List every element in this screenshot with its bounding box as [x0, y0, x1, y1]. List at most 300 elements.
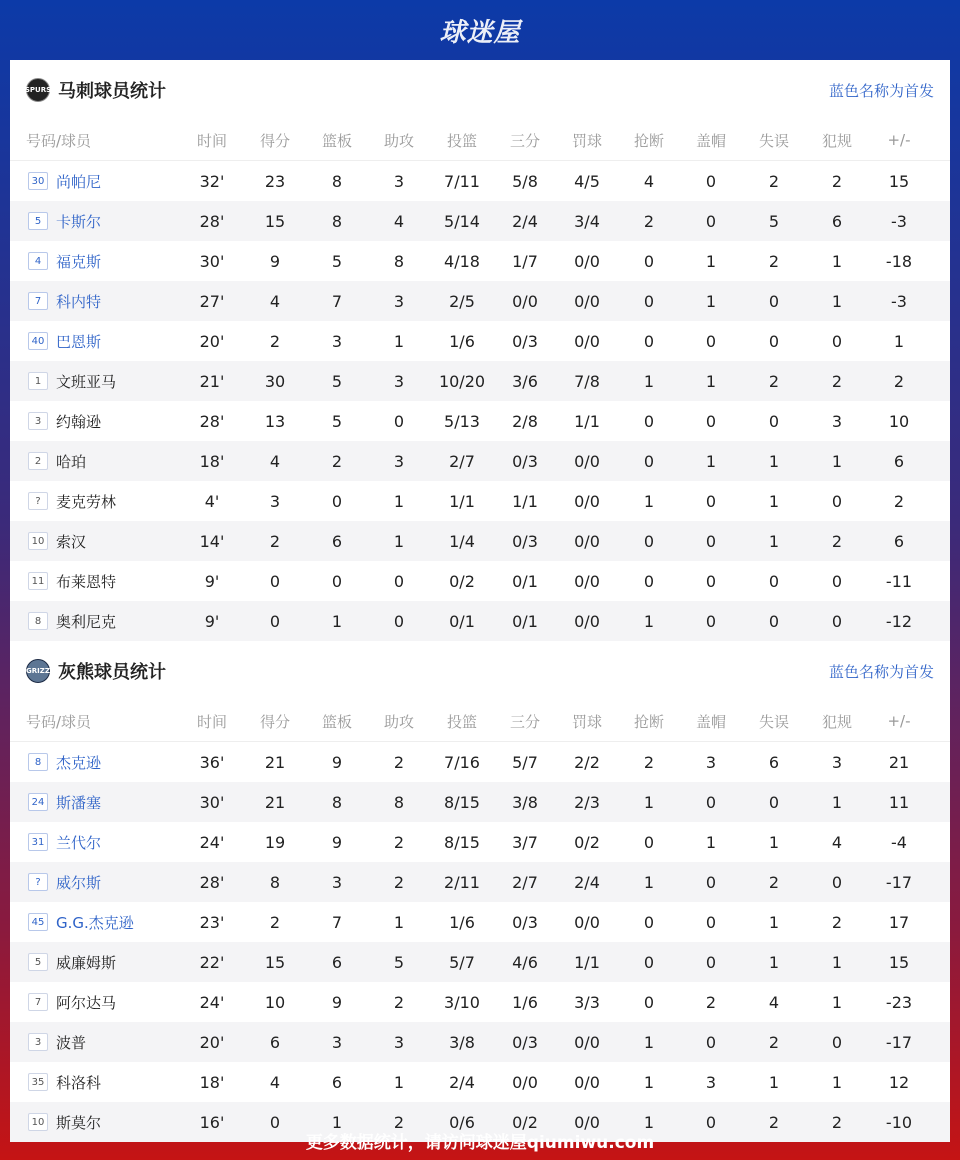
player-name: 科洛科	[56, 1073, 102, 1092]
player-row[interactable]	[10, 441, 950, 481]
footer-banner: 更多数据统计，请访问球迷屋qiumiwu.com	[305, 1132, 655, 1153]
stat-cell: 1	[393, 531, 405, 551]
stat-cell: 1	[643, 611, 655, 631]
jersey-number-badge: 3	[28, 1033, 48, 1051]
stat-cell: 5	[768, 211, 780, 231]
stat-cell: 2	[831, 171, 843, 191]
player-cell	[10, 211, 180, 232]
stat-cell: 2/7	[512, 872, 538, 892]
stat-cell: 0/6	[449, 1112, 475, 1132]
stat-cell: 3	[831, 752, 843, 772]
stat-cell: 0	[331, 491, 343, 511]
stat-cell: 1	[831, 952, 843, 972]
stat-cell: 2	[269, 912, 281, 932]
stat-cell: 0/2	[512, 1112, 538, 1132]
stat-cell: 0/0	[574, 1032, 600, 1052]
stat-cell: -17	[885, 1032, 913, 1052]
stat-cell: 24'	[199, 832, 225, 852]
jersey-number-badge: 10	[28, 532, 48, 550]
jersey-number-badge: 40	[28, 332, 48, 350]
stat-cell: 0	[768, 291, 780, 311]
stat-cell: 2/7	[449, 451, 475, 471]
stat-cell: 0	[269, 611, 281, 631]
stat-cell: 2	[768, 872, 780, 892]
stat-cell: 2	[831, 912, 843, 932]
stat-cell: 2	[893, 371, 905, 391]
stat-cell: 8	[331, 792, 343, 812]
stat-cell: 0/0	[574, 251, 600, 271]
stat-cell: 0	[269, 571, 281, 591]
stat-cell: 2/4	[449, 1072, 475, 1092]
player-cell	[10, 371, 180, 392]
stat-cell: 3	[705, 1072, 717, 1092]
stat-cell: 0	[705, 611, 717, 631]
stat-cell: 12	[888, 1072, 910, 1092]
stat-cell: 19	[264, 832, 286, 852]
stat-cell: 1	[331, 1112, 343, 1132]
stat-cell: 10	[264, 992, 286, 1012]
stat-cell: 1	[768, 952, 780, 972]
section-header	[10, 641, 950, 701]
player-cell	[10, 331, 180, 352]
player-cell	[10, 291, 180, 312]
stat-cell: 0	[705, 491, 717, 511]
stat-cell: 1	[643, 491, 655, 511]
stat-cell: 0	[393, 571, 405, 591]
stat-cell: 2	[831, 531, 843, 551]
player-row[interactable]	[10, 822, 950, 862]
stat-cell: 0	[643, 251, 655, 271]
player-row[interactable]	[10, 281, 950, 321]
player-row[interactable]	[10, 601, 950, 641]
player-name[interactable]: 威尔斯	[56, 873, 102, 892]
stat-cell: 1	[643, 1112, 655, 1132]
stat-cell: 8/15	[444, 792, 480, 812]
stat-cell: 5/7	[449, 952, 475, 972]
stat-cell: 2	[643, 752, 655, 772]
stat-cell: 10/20	[438, 371, 486, 391]
player-row[interactable]	[10, 241, 950, 281]
stat-cell: 8/15	[444, 832, 480, 852]
jersey-number-badge: ?	[28, 873, 48, 891]
stat-cell: 7/8	[574, 371, 600, 391]
stat-cell: 2/5	[449, 291, 475, 311]
stat-cell: 5	[331, 251, 343, 271]
player-cell	[10, 451, 180, 472]
stat-cell: 3	[393, 451, 405, 471]
stat-cell: 0/1	[449, 611, 475, 631]
jersey-number-badge: 31	[28, 833, 48, 851]
stat-cell: 2	[393, 832, 405, 852]
stat-cell: 0	[705, 531, 717, 551]
player-row[interactable]	[10, 1062, 950, 1102]
stat-cell: 21'	[199, 371, 225, 391]
stat-cell: 22'	[199, 952, 225, 972]
team-section	[10, 641, 950, 1142]
player-row[interactable]	[10, 201, 950, 241]
team-title-text: 灰熊球员统计	[58, 662, 166, 683]
stat-cell: 1	[831, 451, 843, 471]
player-row[interactable]	[10, 1022, 950, 1062]
stat-cell: 7	[331, 912, 343, 932]
player-cell	[10, 952, 180, 973]
jersey-number-badge: 30	[28, 172, 48, 190]
stat-cell: 0	[705, 792, 717, 812]
stat-cell: 5	[331, 371, 343, 391]
stat-cell: 1	[643, 1072, 655, 1092]
stat-cell: 6	[269, 1032, 281, 1052]
stat-cell: 3/3	[574, 992, 600, 1012]
stat-cell: 15	[888, 171, 910, 191]
stat-cell: 4'	[204, 491, 220, 511]
player-name[interactable]: 兰代尔	[56, 833, 102, 852]
stat-cell: 1/1	[512, 491, 538, 511]
stat-cell: -12	[885, 611, 913, 631]
stat-cell: 0	[269, 1112, 281, 1132]
starter-legend-note: 蓝色名称为首发	[828, 662, 934, 681]
stat-cell: 11	[888, 792, 910, 812]
stat-cell: -17	[885, 872, 913, 892]
stat-cell: 0	[768, 611, 780, 631]
stat-cell: 1	[393, 912, 405, 932]
stat-cell: 2/8	[512, 411, 538, 431]
stat-cell: 0	[705, 411, 717, 431]
stat-cell: -11	[885, 571, 913, 591]
column-header: 失误	[758, 712, 789, 731]
jersey-number-badge: 35	[28, 1073, 48, 1091]
stat-cell: 3/10	[444, 992, 480, 1012]
column-header: 盖帽	[695, 712, 726, 731]
stat-cell: 0	[768, 792, 780, 812]
stat-cell: 3	[269, 491, 281, 511]
stat-cell: 3	[393, 371, 405, 391]
player-cell	[10, 171, 180, 192]
stat-cell: 2	[831, 1112, 843, 1132]
stat-cell: 24'	[199, 992, 225, 1012]
column-header: 号码/球员	[26, 712, 92, 731]
stat-cell: 5	[331, 411, 343, 431]
stat-cell: 15	[264, 211, 286, 231]
stat-cell: 1/4	[449, 531, 475, 551]
table-header	[10, 120, 950, 161]
column-header: 抢断	[633, 131, 664, 150]
grizzlies-logo-icon: GRIZZ	[26, 659, 50, 683]
player-name: 威廉姆斯	[56, 953, 117, 972]
stat-cell: 0/1	[512, 571, 538, 591]
table-header	[10, 701, 950, 742]
stat-cell: 0/0	[574, 912, 600, 932]
player-row[interactable]	[10, 902, 950, 942]
player-cell	[10, 872, 180, 893]
player-row[interactable]	[10, 561, 950, 601]
stat-cell: 1	[331, 611, 343, 631]
stat-cell: 1/1	[574, 952, 600, 972]
stat-cell: 13	[264, 411, 286, 431]
stat-cell: 8	[269, 872, 281, 892]
jersey-number-badge: 7	[28, 993, 48, 1011]
stat-cell: 0	[643, 912, 655, 932]
stat-cell: 0	[643, 331, 655, 351]
stat-cell: 1	[768, 832, 780, 852]
stat-cell: 2/4	[512, 211, 538, 231]
stat-cell: 3	[331, 1032, 343, 1052]
site-logo: 球迷屋	[439, 17, 521, 48]
stat-cell: 0/0	[574, 491, 600, 511]
player-row[interactable]	[10, 521, 950, 561]
stat-cell: 5/13	[444, 411, 480, 431]
stat-cell: 0	[831, 1032, 843, 1052]
player-cell	[10, 411, 180, 432]
stat-cell: 0	[705, 1032, 717, 1052]
team-section	[10, 60, 950, 641]
player-name: 斯莫尔	[56, 1113, 102, 1132]
player-name[interactable]: 杰克逊	[56, 753, 102, 772]
stat-cell: 0/3	[512, 531, 538, 551]
stat-cell: 1/7	[512, 251, 538, 271]
stat-cell: 0	[831, 491, 843, 511]
stat-cell: 0	[705, 912, 717, 932]
stat-cell: 4/6	[512, 952, 538, 972]
stat-cell: 4/5	[574, 171, 600, 191]
column-header: 三分	[509, 131, 540, 150]
player-name: 奥利尼克	[56, 612, 117, 631]
stat-cell: 20'	[199, 1032, 225, 1052]
stat-cell: 16'	[199, 1112, 225, 1132]
player-cell	[10, 832, 180, 853]
stat-cell: 3	[393, 171, 405, 191]
stat-cell: 0	[831, 331, 843, 351]
stat-cell: 15	[264, 952, 286, 972]
stat-cell: 0	[831, 571, 843, 591]
player-row[interactable]	[10, 782, 950, 822]
column-header: +/-	[887, 131, 911, 149]
stat-cell: 1	[831, 1072, 843, 1092]
player-cell	[10, 571, 180, 592]
stat-cell: 1	[768, 491, 780, 511]
stat-cell: 1	[643, 792, 655, 812]
player-row[interactable]	[10, 161, 950, 201]
stat-cell: 1/6	[512, 992, 538, 1012]
stat-cell: 5/8	[512, 171, 538, 191]
stat-cell: 1	[643, 872, 655, 892]
stat-cell: 6	[331, 952, 343, 972]
stat-cell: 23'	[199, 912, 225, 932]
stat-cell: 3/7	[512, 832, 538, 852]
stat-cell: 6	[893, 451, 905, 471]
stat-cell: 8	[393, 792, 405, 812]
player-name[interactable]: 巴恩斯	[56, 332, 102, 351]
column-header: 投篮	[446, 712, 477, 731]
column-header: 罚球	[571, 131, 602, 150]
player-row[interactable]	[10, 862, 950, 902]
player-name: 约翰逊	[56, 412, 102, 431]
jersey-number-badge: 5	[28, 212, 48, 230]
stat-cell: 0	[643, 411, 655, 431]
stat-cell: 2	[768, 1112, 780, 1132]
stat-cell: 1	[393, 1072, 405, 1092]
column-header: 犯规	[821, 131, 852, 150]
stat-cell: 0	[393, 611, 405, 631]
stat-cell: 18'	[199, 451, 225, 471]
stat-cell: 1	[705, 832, 717, 852]
stat-cell: 4	[269, 291, 281, 311]
stat-cell: 10	[888, 411, 910, 431]
stat-cell: 0	[768, 411, 780, 431]
stat-cell: 5/7	[512, 752, 538, 772]
stat-cell: 3	[331, 331, 343, 351]
stat-cell: 1	[831, 251, 843, 271]
stat-cell: 2	[269, 531, 281, 551]
stat-cell: 9	[331, 832, 343, 852]
stat-cell: 2	[269, 331, 281, 351]
column-header: 号码/球员	[26, 131, 92, 150]
stat-cell: 30	[264, 371, 286, 391]
spurs-logo-icon: SPURS	[26, 78, 50, 102]
stat-cell: 0	[643, 952, 655, 972]
player-name[interactable]: 卡斯尔	[56, 212, 102, 231]
stat-cell: 2	[768, 1032, 780, 1052]
jersey-number-badge: 10	[28, 1113, 48, 1131]
stat-cell: 4	[643, 171, 655, 191]
player-cell	[10, 792, 180, 813]
column-header: 助攻	[383, 712, 414, 731]
stat-cell: 0	[705, 331, 717, 351]
stat-cell: 8	[331, 211, 343, 231]
stat-cell: 15	[888, 952, 910, 972]
stat-cell: 1	[768, 531, 780, 551]
jersey-number-badge: 8	[28, 612, 48, 630]
player-cell	[10, 752, 180, 773]
stat-cell: 1	[831, 792, 843, 812]
player-name[interactable]: 科内特	[56, 292, 102, 311]
stat-cell: 0/1	[512, 611, 538, 631]
player-name[interactable]: 福克斯	[56, 252, 102, 271]
stat-cell: 0/0	[574, 1112, 600, 1132]
stat-cell: 1	[831, 291, 843, 311]
stat-cell: 2	[393, 1112, 405, 1132]
stats-card	[10, 60, 950, 1132]
player-row[interactable]	[10, 321, 950, 361]
stat-cell: 1/1	[574, 411, 600, 431]
player-name: 索汉	[56, 532, 87, 551]
stat-cell: 4	[393, 211, 405, 231]
player-name[interactable]: G.G.杰克逊	[56, 913, 134, 932]
player-cell	[10, 611, 180, 632]
stat-cell: 9'	[204, 611, 220, 631]
stat-cell: 30'	[199, 792, 225, 812]
stat-cell: 1	[705, 251, 717, 271]
stat-cell: 0/3	[512, 451, 538, 471]
player-name: 阿尔达马	[56, 993, 117, 1012]
player-row[interactable]	[10, 401, 950, 441]
stat-cell: 4	[768, 992, 780, 1012]
jersey-number-badge: 5	[28, 953, 48, 971]
player-cell	[10, 912, 180, 933]
stat-cell: 20'	[199, 331, 225, 351]
stat-cell: 21	[264, 792, 286, 812]
stat-cell: 3/6	[512, 371, 538, 391]
stat-cell: -3	[891, 211, 907, 231]
stat-cell: 0/0	[574, 1072, 600, 1092]
column-header: 篮板	[321, 131, 352, 150]
column-header: 三分	[509, 712, 540, 731]
player-row[interactable]	[10, 361, 950, 401]
stat-cell: 1	[393, 491, 405, 511]
stat-cell: 6	[331, 531, 343, 551]
stat-cell: 0/0	[574, 291, 600, 311]
stat-cell: 0	[705, 571, 717, 591]
jersey-number-badge: 2	[28, 452, 48, 470]
column-header: 时间	[196, 712, 227, 731]
stat-cell: 28'	[199, 872, 225, 892]
player-row[interactable]	[10, 481, 950, 521]
stat-cell: 6	[831, 211, 843, 231]
player-row[interactable]	[10, 742, 950, 782]
player-cell	[10, 531, 180, 552]
jersey-number-badge: 4	[28, 252, 48, 270]
column-header: 得分	[259, 712, 290, 731]
stat-cell: 1	[768, 451, 780, 471]
stat-cell: 3	[705, 752, 717, 772]
stat-cell: 0/0	[574, 451, 600, 471]
stat-cell: 3/8	[512, 792, 538, 812]
stat-cell: 7/16	[444, 752, 480, 772]
stat-cell: 0/0	[574, 331, 600, 351]
jersey-number-badge: 24	[28, 793, 48, 811]
stat-cell: 0	[705, 211, 717, 231]
player-name[interactable]: 斯潘塞	[56, 793, 102, 812]
stat-cell: 0	[831, 611, 843, 631]
column-header: +/-	[887, 712, 911, 730]
stat-cell: 8	[331, 171, 343, 191]
stat-cell: 0	[331, 571, 343, 591]
stat-cell: 1	[893, 331, 905, 351]
stat-cell: 1/6	[449, 912, 475, 932]
stat-cell: 2/2	[574, 752, 600, 772]
stat-cell: -23	[885, 992, 913, 1012]
stat-cell: 7	[331, 291, 343, 311]
section-title	[26, 658, 166, 684]
jersey-number-badge: 3	[28, 412, 48, 430]
stat-cell: -10	[885, 1112, 913, 1132]
player-cell	[10, 251, 180, 272]
player-row[interactable]	[10, 982, 950, 1022]
stat-cell: 30'	[199, 251, 225, 271]
stat-cell: 9	[331, 752, 343, 772]
stat-cell: 5	[393, 952, 405, 972]
stat-cell: -18	[885, 251, 913, 271]
stat-cell: 18'	[199, 1072, 225, 1092]
player-row[interactable]	[10, 942, 950, 982]
stat-cell: 2/3	[574, 792, 600, 812]
stat-cell: 36'	[199, 752, 225, 772]
player-cell	[10, 1072, 180, 1093]
stat-cell: 0/3	[512, 912, 538, 932]
stat-cell: 4/18	[444, 251, 480, 271]
stat-cell: 9'	[204, 571, 220, 591]
stat-cell: 28'	[199, 211, 225, 231]
player-cell	[10, 491, 180, 512]
stat-cell: 1	[643, 1032, 655, 1052]
stat-cell: 9	[269, 251, 281, 271]
stat-cell: 28'	[199, 411, 225, 431]
stat-cell: 1/1	[449, 491, 475, 511]
player-name: 麦克劳林	[56, 492, 117, 511]
section-title	[26, 77, 166, 103]
player-name[interactable]: 尚帕尼	[56, 172, 102, 191]
stat-cell: 0/0	[512, 291, 538, 311]
stat-cell: 1	[705, 371, 717, 391]
